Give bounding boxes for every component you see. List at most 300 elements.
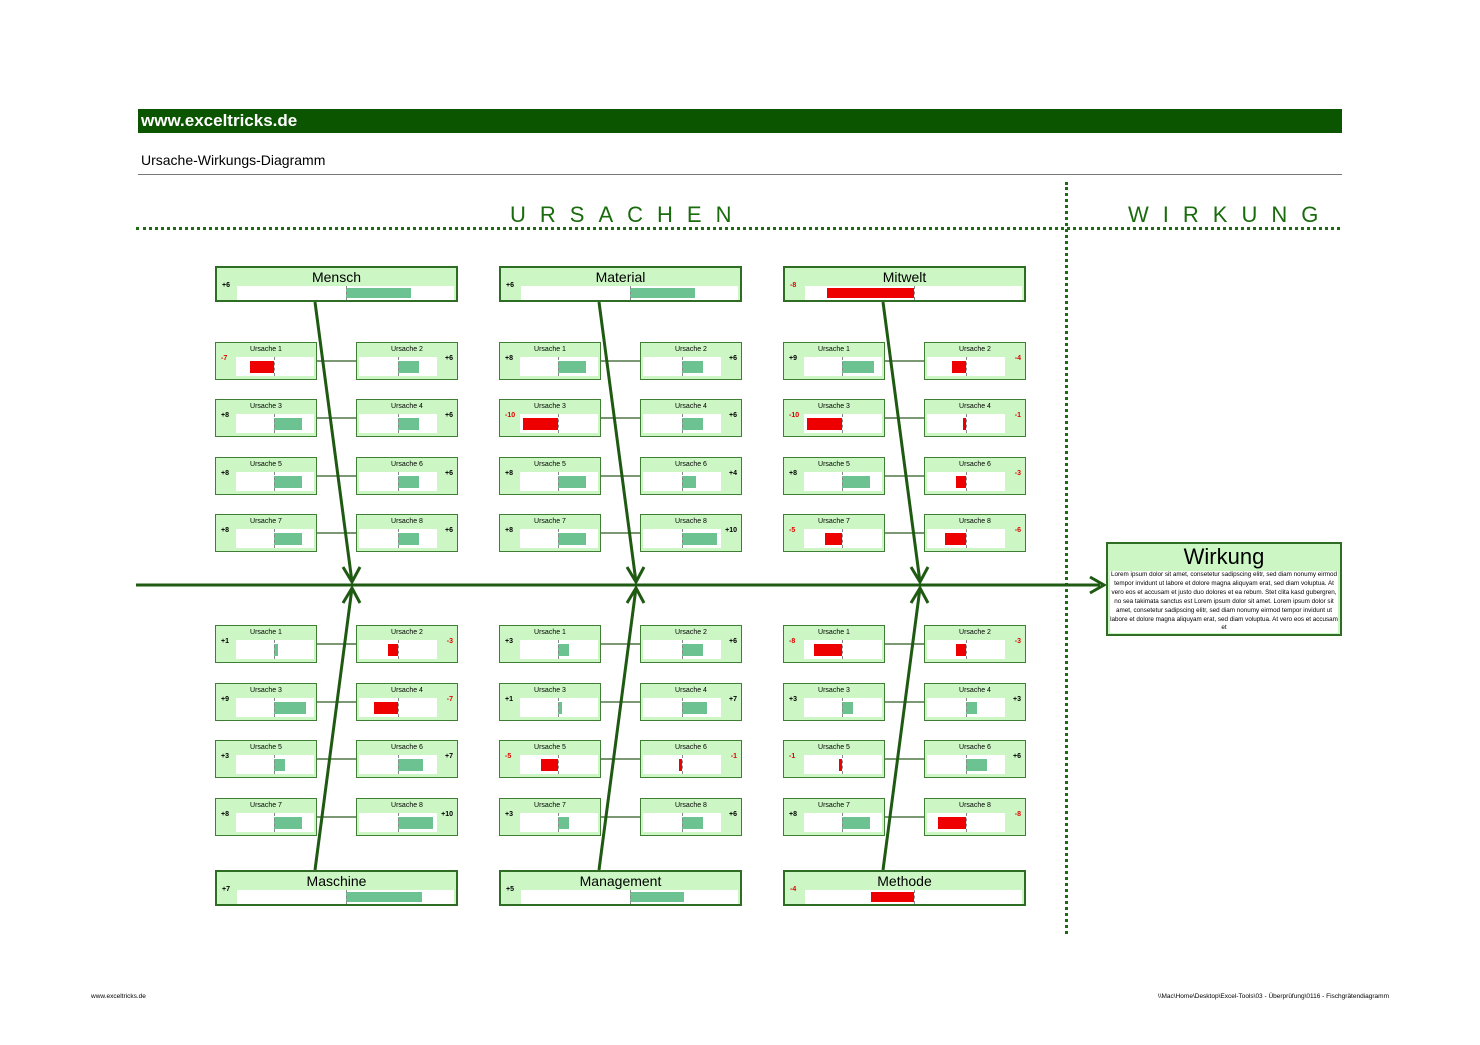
cause-score: +10 [725, 527, 737, 534]
category-maschine [215, 870, 458, 906]
header-wirkung: WIRKUNG [1128, 202, 1333, 227]
category-bar-track [521, 890, 738, 904]
cause-label: Ursache 3 [250, 687, 282, 694]
cause-bar-track [643, 755, 721, 774]
cause-bar [250, 361, 275, 373]
cause-score: +6 [729, 412, 737, 419]
effect-title: Wirkung [1183, 544, 1265, 569]
footer-right: \\Mac\Home\Desktop\Excel-Tools\03 - Überprüfung\0116 - Fischgrätendiagramm [1157, 993, 1389, 1000]
cause-bar-track [520, 472, 598, 491]
cause-score: +6 [729, 638, 737, 645]
cause-methode-8 [924, 798, 1026, 836]
cause-score: +8 [505, 355, 513, 362]
cause-bar [558, 533, 586, 545]
cause-label: Ursache 2 [959, 346, 991, 353]
zero-line [274, 414, 275, 433]
cause-bar-track [927, 529, 1005, 548]
cause-bar [956, 476, 967, 488]
cause-label: Ursache 8 [675, 518, 707, 525]
zero-line [398, 357, 399, 376]
cause-bar-track [520, 529, 598, 548]
cause-bar-track [643, 472, 721, 491]
cause-score: +8 [505, 470, 513, 477]
zero-line [398, 755, 399, 774]
category-material [499, 266, 742, 302]
category-score: -4 [790, 886, 797, 893]
cause-bar-track [520, 357, 598, 376]
cause-score: +8 [789, 811, 797, 818]
cause-bar [398, 759, 423, 771]
cause-bar [398, 361, 419, 373]
zero-line [682, 755, 683, 774]
cause-label: Ursache 1 [250, 629, 282, 636]
cause-bar-track [359, 414, 437, 433]
category-name: Management [579, 873, 662, 889]
cause-label: Ursache 5 [250, 461, 282, 468]
cause-bar-track [804, 357, 882, 376]
cause-bar-track [804, 529, 882, 548]
cause-methode-3 [783, 683, 885, 721]
zero-line [274, 472, 275, 491]
zero-line [914, 890, 915, 904]
cause-label: Ursache 5 [818, 461, 850, 468]
cause-bar-track [236, 472, 314, 491]
cause-label: Ursache 5 [250, 744, 282, 751]
header-ursachen: URSACHEN [510, 202, 746, 227]
cause-bar [558, 361, 586, 373]
cause-bar [374, 702, 399, 714]
zero-line [398, 529, 399, 548]
cause-management-5 [499, 740, 601, 778]
cause-score: -10 [505, 412, 516, 419]
category-name: Mensch [311, 269, 362, 285]
cause-label: Ursache 4 [391, 687, 423, 694]
cause-bar-track [236, 698, 314, 717]
cause-label: Ursache 7 [250, 518, 282, 525]
zero-line [274, 640, 275, 659]
zero-line [966, 414, 967, 433]
cause-bar-track [520, 813, 598, 832]
cause-material-2 [640, 342, 742, 380]
cause-bar [842, 817, 870, 829]
cause-score: +3 [505, 811, 513, 818]
zero-line [682, 813, 683, 832]
footer-left: www.exceltricks.de [91, 993, 146, 1000]
zero-line [558, 472, 559, 491]
zero-line [346, 890, 347, 904]
category-mitwelt [783, 266, 1026, 302]
cause-bar-track [804, 813, 882, 832]
cause-score: +6 [445, 355, 453, 362]
cause-label: Ursache 5 [534, 461, 566, 468]
cause-bar [274, 759, 285, 771]
cause-bar [814, 644, 842, 656]
cause-maschine-7 [215, 798, 317, 836]
zero-line [630, 286, 631, 300]
cause-bar-track [643, 529, 721, 548]
cause-bar-track [927, 640, 1005, 659]
cause-bar-track [520, 755, 598, 774]
cause-maschine-6 [356, 740, 458, 778]
bone-mitwelt [883, 302, 920, 582]
cause-bar [274, 533, 302, 545]
category-score: -8 [790, 282, 797, 289]
zero-line [398, 472, 399, 491]
cause-material-3 [499, 399, 601, 437]
cause-bar-track [927, 472, 1005, 491]
cause-bar [682, 476, 696, 488]
bone-methode [883, 588, 920, 870]
cause-bar-track [804, 755, 882, 774]
category-name: Maschine [306, 873, 367, 889]
cause-label: Ursache 5 [818, 744, 850, 751]
cause-label: Ursache 6 [675, 461, 707, 468]
cause-bar-track [804, 640, 882, 659]
cause-bar [938, 817, 966, 829]
category-score: +6 [222, 282, 230, 289]
cause-bar [682, 418, 703, 430]
cause-bar-track [804, 472, 882, 491]
cause-label: Ursache 7 [534, 518, 566, 525]
cause-label: Ursache 2 [391, 629, 423, 636]
cause-methode-6 [924, 740, 1026, 778]
cause-label: Ursache 4 [959, 687, 991, 694]
bone-material [599, 302, 636, 582]
cause-bar-track [927, 357, 1005, 376]
cause-bar [523, 418, 558, 430]
cause-score: +8 [221, 470, 229, 477]
zero-line [630, 890, 631, 904]
effect-box [1106, 542, 1342, 636]
category-bar [346, 892, 422, 902]
zero-line [398, 640, 399, 659]
cause-label: Ursache 4 [391, 403, 423, 410]
cause-material-4 [640, 399, 742, 437]
zero-line [398, 813, 399, 832]
cause-bar-track [236, 640, 314, 659]
cause-bar-track [520, 698, 598, 717]
cause-label: Ursache 5 [534, 744, 566, 751]
cause-bar [952, 361, 966, 373]
category-bar-track [237, 890, 454, 904]
cause-score: +10 [441, 811, 453, 818]
cause-mensch-8 [356, 514, 458, 552]
zero-line [558, 755, 559, 774]
cause-label: Ursache 7 [250, 802, 282, 809]
cause-material-1 [499, 342, 601, 380]
bone-management [599, 588, 636, 870]
cause-bar [274, 418, 302, 430]
cause-label: Ursache 7 [818, 802, 850, 809]
cause-bar [274, 817, 302, 829]
cause-mitwelt-3 [783, 399, 885, 437]
cause-score: +6 [445, 412, 453, 419]
cause-bar-track [236, 414, 314, 433]
zero-line [558, 529, 559, 548]
cause-bar [398, 533, 419, 545]
cause-bar-track [520, 414, 598, 433]
cause-management-8 [640, 798, 742, 836]
cause-management-7 [499, 798, 601, 836]
cause-bar [398, 817, 433, 829]
bone-mensch [315, 302, 352, 582]
cause-score: +3 [221, 753, 229, 760]
cause-mensch-3 [215, 399, 317, 437]
cause-label: Ursache 4 [675, 403, 707, 410]
zero-line [274, 755, 275, 774]
cause-mensch-1 [215, 342, 317, 380]
cause-label: Ursache 6 [959, 744, 991, 751]
zero-line [966, 529, 967, 548]
cause-label: Ursache 2 [675, 629, 707, 636]
cause-bar-track [927, 755, 1005, 774]
cause-bar-track [236, 813, 314, 832]
category-score: +7 [222, 886, 230, 893]
category-bar-track [237, 286, 454, 300]
cause-material-8 [640, 514, 742, 552]
category-score: +5 [506, 886, 514, 893]
cause-mensch-7 [215, 514, 317, 552]
cause-label: Ursache 6 [959, 461, 991, 468]
cause-bar [842, 702, 853, 714]
cause-bar [541, 759, 559, 771]
cause-management-2 [640, 625, 742, 663]
zero-line [966, 472, 967, 491]
cause-mensch-2 [356, 342, 458, 380]
cause-label: Ursache 8 [391, 518, 423, 525]
category-management [499, 870, 742, 906]
cause-label: Ursache 8 [959, 518, 991, 525]
cause-bar [274, 702, 306, 714]
cause-bar-track [359, 472, 437, 491]
cause-score: -7 [446, 696, 453, 703]
cause-bar-track [927, 698, 1005, 717]
cause-score: -1 [730, 753, 737, 760]
cause-bar [966, 702, 977, 714]
cause-bar-track [643, 357, 721, 376]
cause-score: -10 [789, 412, 800, 419]
zero-line [966, 357, 967, 376]
cause-methode-4 [924, 683, 1026, 721]
cause-mitwelt-8 [924, 514, 1026, 552]
cause-bar-track [236, 755, 314, 774]
cause-bar-track [927, 414, 1005, 433]
cause-score: +9 [221, 696, 229, 703]
cause-label: Ursache 6 [675, 744, 707, 751]
cause-score: -3 [1014, 638, 1021, 645]
page-title: Ursache-Wirkungs-Diagramm [141, 152, 326, 168]
cause-label: Ursache 7 [534, 802, 566, 809]
cause-bar-track [359, 529, 437, 548]
cause-label: Ursache 8 [391, 802, 423, 809]
cause-label: Ursache 3 [534, 687, 566, 694]
cause-bar [682, 702, 707, 714]
cause-bar [682, 533, 717, 545]
cause-bar-track [643, 414, 721, 433]
bone-maschine [315, 588, 352, 870]
cause-score: +3 [505, 638, 513, 645]
category-bar [630, 892, 684, 902]
cause-label: Ursache 1 [818, 346, 850, 353]
cause-score: +3 [1013, 696, 1021, 703]
cause-label: Ursache 4 [959, 403, 991, 410]
zero-line [346, 286, 347, 300]
cause-score: -7 [221, 355, 228, 362]
cause-bar [842, 476, 870, 488]
category-score: +6 [506, 282, 514, 289]
cause-methode-1 [783, 625, 885, 663]
cause-label: Ursache 2 [675, 346, 707, 353]
cause-bar-track [359, 813, 437, 832]
cause-score: -1 [1014, 412, 1021, 419]
cause-score: +8 [789, 470, 797, 477]
category-name: Material [595, 269, 646, 285]
zero-line [682, 640, 683, 659]
cause-score: -8 [1014, 811, 1021, 818]
zero-line [274, 529, 275, 548]
cause-mensch-6 [356, 457, 458, 495]
category-name: Methode [877, 873, 932, 889]
cause-bar [558, 476, 586, 488]
cause-bar-track [359, 640, 437, 659]
cause-maschine-1 [215, 625, 317, 663]
cause-bar-track [359, 357, 437, 376]
cause-label: Ursache 2 [959, 629, 991, 636]
category-bar [630, 288, 695, 298]
category-bar [827, 288, 914, 298]
cause-label: Ursache 8 [675, 802, 707, 809]
zero-line [274, 813, 275, 832]
cause-material-5 [499, 457, 601, 495]
cause-bar [956, 644, 967, 656]
zero-line [274, 357, 275, 376]
cause-label: Ursache 1 [534, 629, 566, 636]
zero-line [558, 640, 559, 659]
spine [136, 577, 1104, 593]
cause-material-7 [499, 514, 601, 552]
cause-score: +3 [789, 696, 797, 703]
cause-score: -6 [1014, 527, 1021, 534]
cause-mitwelt-5 [783, 457, 885, 495]
cause-methode-7 [783, 798, 885, 836]
cause-methode-5 [783, 740, 885, 778]
cause-bar [274, 476, 302, 488]
zero-line [558, 357, 559, 376]
zero-line [398, 414, 399, 433]
cause-score: +6 [1013, 753, 1021, 760]
cause-bar-track [359, 698, 437, 717]
cause-score: -8 [789, 638, 796, 645]
effect-description: Lorem ipsum dolor sit amet, consetetur sadipscing elitr, sed diam nonumy eirmod tempor invidunt ut labore et dolore magna aliquyam erat, sed diam voluptua. At vero eos et accusam et justo duo dolores et ea rebum. Stet clita kasd gubergren, no sea takimata sanctus est Lorem ipsum dolor sit amet. Lorem ipsum dolor sit amet, consetetur sadipscing elitr, sed diam nonumy eirmod tempor invidunt ut labore et dolore magna aliquyam erat, sed diam voluptua. At vero eos et accusam et [1110, 571, 1338, 632]
cause-bar-track [643, 698, 721, 717]
cause-label: Ursache 2 [391, 346, 423, 353]
category-methode [783, 870, 1026, 906]
category-bar [871, 892, 914, 902]
cause-mitwelt-7 [783, 514, 885, 552]
cause-mitwelt-1 [783, 342, 885, 380]
cause-score: +6 [729, 355, 737, 362]
cause-score: -4 [1014, 355, 1021, 362]
cause-bar [682, 361, 703, 373]
cause-score: +7 [445, 753, 453, 760]
cause-bar-track [927, 813, 1005, 832]
cause-score: -3 [1014, 470, 1021, 477]
zero-line [682, 529, 683, 548]
cause-bar-track [359, 755, 437, 774]
cause-score: +6 [729, 811, 737, 818]
zero-line [842, 357, 843, 376]
cause-bar-track [520, 640, 598, 659]
cause-maschine-5 [215, 740, 317, 778]
cause-score: +7 [729, 696, 737, 703]
cause-bar [398, 418, 419, 430]
zero-line [398, 698, 399, 717]
cause-maschine-4 [356, 683, 458, 721]
cause-bar-track [804, 698, 882, 717]
cause-bar [682, 644, 703, 656]
cause-methode-2 [924, 625, 1026, 663]
cause-label: Ursache 3 [818, 687, 850, 694]
cause-bar-track [236, 529, 314, 548]
cause-bar [558, 817, 569, 829]
zero-line [682, 472, 683, 491]
category-bar [346, 288, 411, 298]
zero-line [966, 698, 967, 717]
cause-bar [398, 476, 419, 488]
cause-bar-track [236, 357, 314, 376]
cause-bar [558, 644, 569, 656]
cause-score: +8 [221, 412, 229, 419]
zero-line [966, 813, 967, 832]
zero-line [966, 640, 967, 659]
cause-bar [966, 759, 987, 771]
cause-management-4 [640, 683, 742, 721]
cause-label: Ursache 3 [818, 403, 850, 410]
zero-line [682, 414, 683, 433]
cause-bar [842, 361, 874, 373]
zero-line [966, 755, 967, 774]
category-name: Mitwelt [882, 269, 927, 285]
cause-mitwelt-2 [924, 342, 1026, 380]
cause-score: -1 [789, 753, 796, 760]
zero-line [842, 755, 843, 774]
cause-label: Ursache 6 [391, 461, 423, 468]
zero-line [914, 286, 915, 300]
category-bar-track [521, 286, 738, 300]
zero-line [558, 813, 559, 832]
cause-label: Ursache 3 [534, 403, 566, 410]
zero-line [558, 698, 559, 717]
cause-score: -5 [789, 527, 796, 534]
cause-mitwelt-6 [924, 457, 1026, 495]
zero-line [842, 698, 843, 717]
zero-line [558, 414, 559, 433]
cause-label: Ursache 4 [675, 687, 707, 694]
cause-bar [825, 533, 843, 545]
cause-management-6 [640, 740, 742, 778]
category-mensch [215, 266, 458, 302]
cause-management-3 [499, 683, 601, 721]
cause-bar-track [643, 813, 721, 832]
cause-label: Ursache 7 [818, 518, 850, 525]
cause-score: +9 [789, 355, 797, 362]
cause-score: +8 [221, 811, 229, 818]
zero-line [274, 698, 275, 717]
cause-maschine-2 [356, 625, 458, 663]
cause-mensch-5 [215, 457, 317, 495]
zero-line [842, 529, 843, 548]
cause-label: Ursache 8 [959, 802, 991, 809]
